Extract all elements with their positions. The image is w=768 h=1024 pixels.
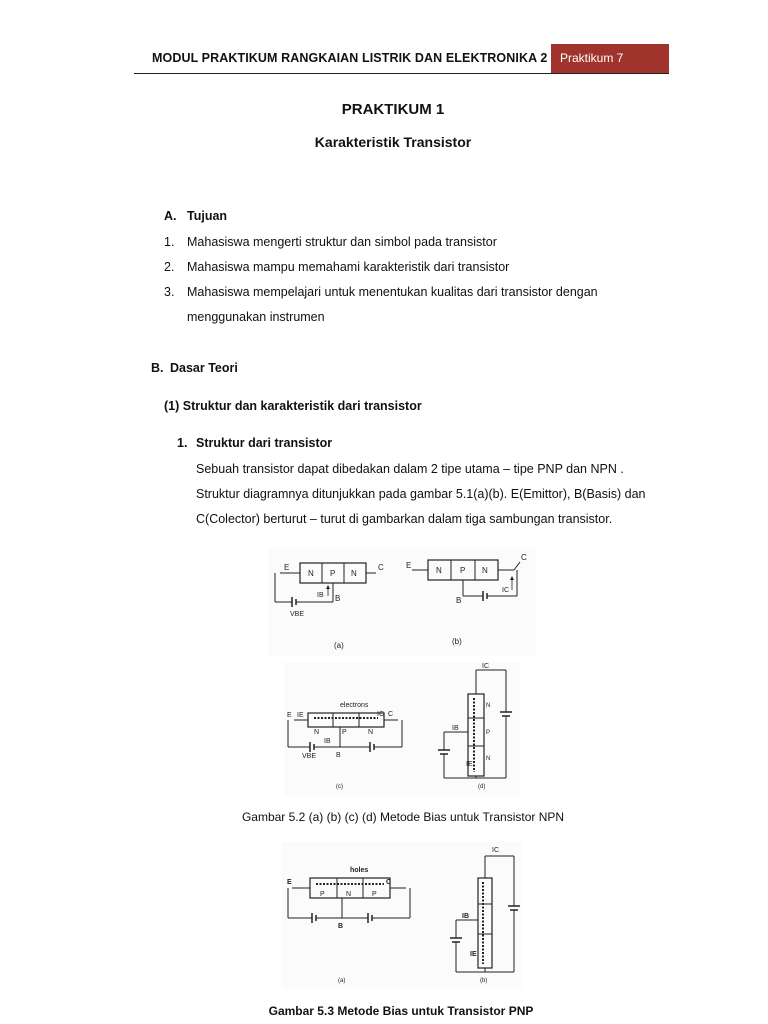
list-item-number: 3.: [164, 285, 175, 299]
region-p: P: [342, 729, 347, 736]
section-b-marker: B.: [151, 361, 164, 375]
figure-5-2: [284, 662, 520, 796]
item-heading: Struktur dari transistor: [196, 436, 333, 450]
body-line: Sebuah transistor dapat dibedakan dalam 2 tipe utama – tipe PNP dan NPN .: [196, 462, 624, 476]
region-p: P: [460, 566, 466, 575]
region-n: N: [486, 756, 491, 762]
module-title: MODUL PRAKTIKUM RANGKAIAN LISTRIK DAN ELEKTRONIKA 2: [152, 51, 548, 65]
region-n: N: [486, 703, 491, 709]
label-c: C: [378, 563, 384, 572]
label-electrons: electrons: [340, 702, 369, 709]
header-rule: [134, 73, 669, 74]
label-ic: IC: [377, 711, 384, 718]
label-ie: IE: [466, 761, 473, 768]
figure-5-2-caption: Gambar 5.2 (a) (b) (c) (d) Metode Bias untuk Transistor NPN: [241, 810, 565, 824]
doc-subtitle: Karakteristik Transistor: [314, 134, 472, 150]
region-n: N: [482, 566, 488, 575]
figure-5-1-diagram: [268, 548, 536, 656]
label-ic: IC: [502, 587, 509, 594]
caption-b: (b): [480, 978, 488, 984]
figure-a: [275, 563, 384, 650]
figure-b: [450, 847, 520, 984]
section-a-heading: Tujuan: [187, 209, 228, 223]
label-vbe: VBE: [290, 611, 305, 618]
caption-d: (d): [478, 784, 486, 790]
label-e: E: [287, 879, 292, 886]
region-n: N: [351, 569, 357, 578]
figure-5-2-diagram: [284, 662, 520, 796]
label-e: E: [287, 712, 292, 719]
region-p: P: [330, 569, 336, 578]
label-ib: IB: [324, 738, 331, 745]
label-e: E: [406, 561, 412, 570]
subsection-heading: (1) Struktur dan karakteristik dari transistor: [164, 399, 422, 413]
praktikum-badge: Praktikum 7: [551, 44, 669, 73]
label-b: B: [338, 923, 344, 930]
label-ib: IB: [317, 592, 324, 599]
region-n: N: [436, 566, 442, 575]
figure-5-1: [268, 548, 536, 656]
label-e: E: [284, 563, 290, 572]
region-n: N: [368, 729, 374, 736]
figure-5-3: [282, 842, 522, 988]
label-vbe: VBE: [302, 753, 317, 760]
label-ic: IC: [492, 847, 499, 854]
label-ie: IE: [470, 951, 477, 958]
figure-b: [406, 553, 527, 646]
label-c: C: [521, 553, 527, 562]
page-header: [134, 44, 669, 74]
label-b: B: [336, 752, 341, 759]
region-n: N: [308, 569, 314, 578]
body-line: Struktur diagramnya ditunjukkan pada gambar 5.1(a)(b). E(Emittor), B(Basis) dan: [196, 487, 646, 501]
list-item: Mahasiswa mempelajari untuk menentukan kualitas dari transistor dengan: [187, 285, 598, 299]
figure-5-3-diagram: [282, 842, 522, 988]
region-n: N: [346, 891, 352, 898]
figure-5-3-caption: Gambar 5.3 Metode Bias untuk Transistor PNP: [268, 1004, 534, 1018]
list-item-number: 1.: [164, 235, 175, 249]
label-c: C: [388, 711, 394, 718]
label-ie: IE: [297, 712, 304, 719]
caption-a: (a): [338, 978, 346, 984]
caption-c: (c): [336, 784, 343, 790]
region-p: P: [486, 730, 491, 736]
list-item: Mahasiswa mengerti struktur dan simbol pada transistor: [187, 235, 497, 249]
figure-d: [438, 663, 512, 790]
region-p: P: [372, 891, 377, 898]
list-item-continuation: menggunakan instrumen: [187, 310, 325, 324]
body-line: C(Colector) berturut – turut di gambarkan dalam tiga sambungan transistor.: [196, 512, 613, 526]
region-n: N: [314, 729, 320, 736]
figure-a: [287, 867, 410, 984]
list-item-number: 2.: [164, 260, 175, 274]
item-number: 1.: [177, 436, 188, 450]
label-ic: IC: [482, 663, 489, 670]
caption-b: (b): [452, 637, 462, 646]
caption-a: (a): [334, 641, 344, 650]
section-a-marker: A.: [164, 209, 177, 223]
label-b: B: [456, 596, 462, 605]
figure-c: [287, 702, 402, 790]
label-b: B: [335, 594, 341, 603]
list-item: Mahasiswa mampu memahami karakteristik dari transistor: [187, 260, 510, 274]
section-b-heading: Dasar Teori: [170, 361, 238, 375]
label-c: C: [386, 879, 392, 886]
label-ib: IB: [462, 913, 469, 920]
doc-title: PRAKTIKUM 1: [341, 101, 445, 118]
label-ib: IB: [452, 725, 459, 732]
label-holes: holes: [350, 867, 369, 874]
region-p: P: [320, 891, 325, 898]
